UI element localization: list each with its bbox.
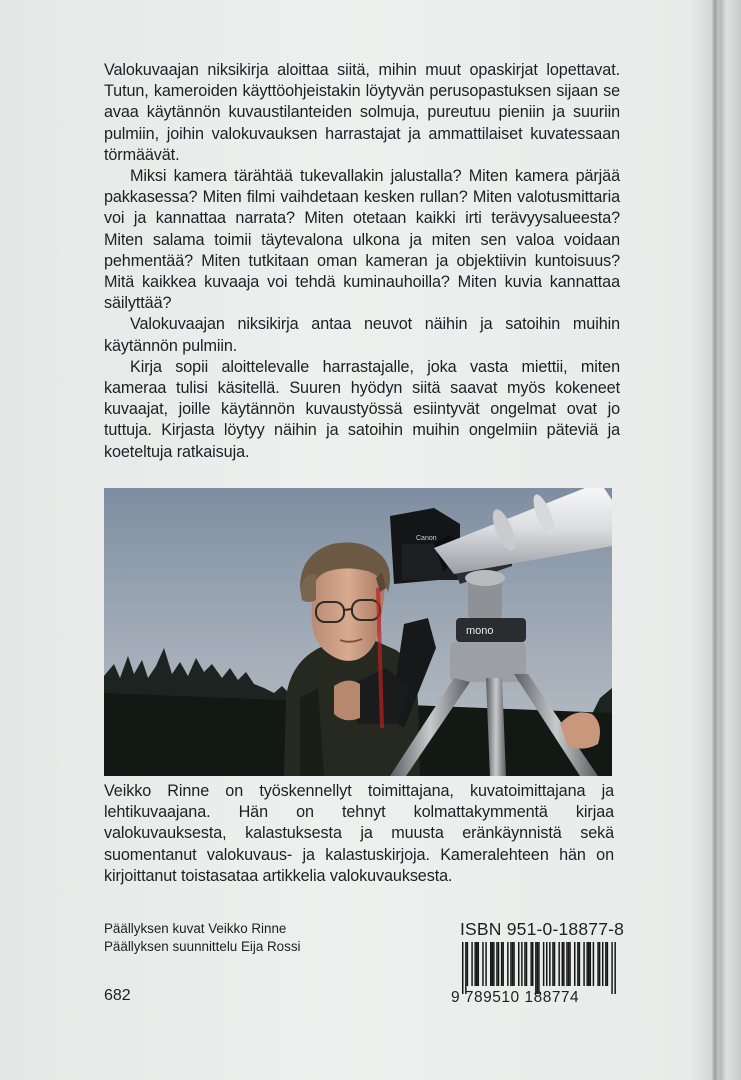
isbn-barcode [447, 942, 619, 1010]
cover-design-credit: Päällyksen suunnittelu Eija Rossi [104, 939, 301, 954]
barcode-bar [586, 942, 587, 986]
barcode-bar [496, 942, 497, 986]
barcode-digits: 9 789510 188774 [451, 989, 580, 1006]
barcode-bar [507, 942, 508, 986]
isbn-label: ISBN 951-0-18877-8 [460, 919, 625, 939]
barcode-bar [476, 942, 477, 986]
barcode-bar [518, 942, 519, 986]
barcode-bar [524, 942, 525, 986]
barcode-bar [526, 942, 527, 986]
tripod-label: mono [466, 625, 494, 637]
barcode-bar [493, 942, 494, 986]
blurb-paragraph: Valokuvaajan niksikirja antaa neuvot näihin ja satoihin muihin käytännön pulmiin. [104, 315, 620, 355]
barcode-bar [579, 942, 580, 986]
barcode-bar [549, 942, 550, 986]
barcode-bar [478, 942, 479, 986]
blurb-text [104, 60, 620, 463]
barcode-bar [590, 942, 591, 986]
barcode-bar [537, 942, 538, 994]
cover-credits [104, 920, 301, 956]
barcode-bar [577, 942, 578, 986]
barcode-bar [474, 942, 475, 986]
barcode-bar [543, 942, 544, 986]
barcode-bar [602, 942, 603, 986]
barcode-bar [552, 942, 553, 986]
barcode-bar [501, 942, 502, 986]
blurb-paragraph: Valokuvaajan niksikirja aloittaa siitä, mihin muut opaskirjat lopettavat. Tutun, kameroiden käyttöohjeistakin löytyvän perusopastuksen sijaan se avaa käytännön kuvaustilanteiden solmuja, pureutuu pieniin ja suuriin pulmiin, joihin valokuvauksen harrastajat ja ammattilaiset kuvatessaan törmäävät. [104, 61, 620, 164]
barcode-bar [599, 942, 600, 986]
barcode-bar [563, 942, 564, 986]
barcode-bar [462, 942, 463, 994]
barcode-bar [558, 942, 559, 986]
barcode-bar [538, 942, 539, 994]
barcode-bar [566, 942, 567, 986]
barcode-bar [492, 942, 493, 986]
barcode-bar [607, 942, 608, 986]
blurb-paragraph: Miksi kamera tärähtää tukevallakin jalustalla? Miten kamera pärjää pakkasessa? Miten filmi vaihdetaan kesken rullan? Miten valotusmittaria voi ja kannattaa narrata? Miten otetaan kaikki irti terävyysalueesta? Miten salama toimii täytevalona ulkona ja miten sen valoa voidaan pehmentää? Miten tutkitaan oman kameran ja objektiivin kuntoisuus? Mitä kaikkea kuvaaja voi tehdä kuminauhoilla? Miten kuvia kannattaa säilyttää? [104, 167, 620, 313]
svg-text:Canon: Canon [416, 535, 437, 542]
barcode-bar [593, 942, 594, 986]
barcode-bar [512, 942, 513, 986]
spine-edge [712, 0, 718, 1080]
barcode-bar [611, 942, 612, 994]
barcode-bar [546, 942, 547, 986]
barcode-bar [485, 942, 486, 986]
barcode-bar [554, 942, 555, 986]
barcode-bar [568, 942, 569, 986]
barcode-bar [482, 942, 483, 986]
barcode-bar [562, 942, 563, 986]
blurb-paragraph: Kirja sopii aloittelevalle harrastajalle, joka vasta miettii, miten kameraa tulisi käsitellä. Suuren hyödyn siitä saavat myös kokeneet kuvaajat, joille käytännön kuvaustyössä esiintyvät ongelmat ovat jo tuttuja. Kirjasta löytyy näihin ja satoihin muihin ongelmiin päteviä ja koeteltuja ratkaisuja. [104, 357, 620, 461]
barcode-bar [510, 942, 511, 986]
barcode-bar [521, 942, 522, 986]
barcode-bar [583, 942, 584, 986]
author-photo-scene [104, 488, 612, 776]
barcode-bar [588, 942, 589, 986]
author-photo [104, 488, 612, 776]
barcode-bar [490, 942, 491, 986]
barcode-bar [605, 942, 606, 986]
barcode-bar [614, 942, 615, 994]
barcode-bar [532, 942, 533, 986]
barcode-bar [597, 942, 598, 986]
barcode-bar [513, 942, 514, 986]
catalog-number: 682 [104, 987, 131, 1004]
barcode-bar [574, 942, 575, 986]
author-bio: Veikko Rinne on työskennellyt toimittajana, kuvatoimittajana ja lehtikuvaajana. Hän on tehnyt kolmattakymmentä kirjaa valokuvauksesta, kalastuksesta ja muusta eränkäynnistä sekä suomentanut valokuvaus- ja kalastuskirjoja. Kameralehteen hän on kirjoittanut toistasataa artikkelia valokuvauksesta. [104, 782, 614, 885]
barcode-bar [498, 942, 499, 986]
barcode-bar [465, 942, 466, 994]
barcode-bar [530, 942, 531, 986]
barcode-bar [535, 942, 536, 994]
barcode-bars [462, 942, 616, 994]
cover-photo-credit: Päällyksen kuvat Veikko Rinne [104, 921, 287, 936]
barcode-bar [467, 942, 468, 986]
barcode-bar [569, 942, 570, 986]
barcode-bar [471, 942, 472, 986]
barcode-bar [502, 942, 503, 986]
